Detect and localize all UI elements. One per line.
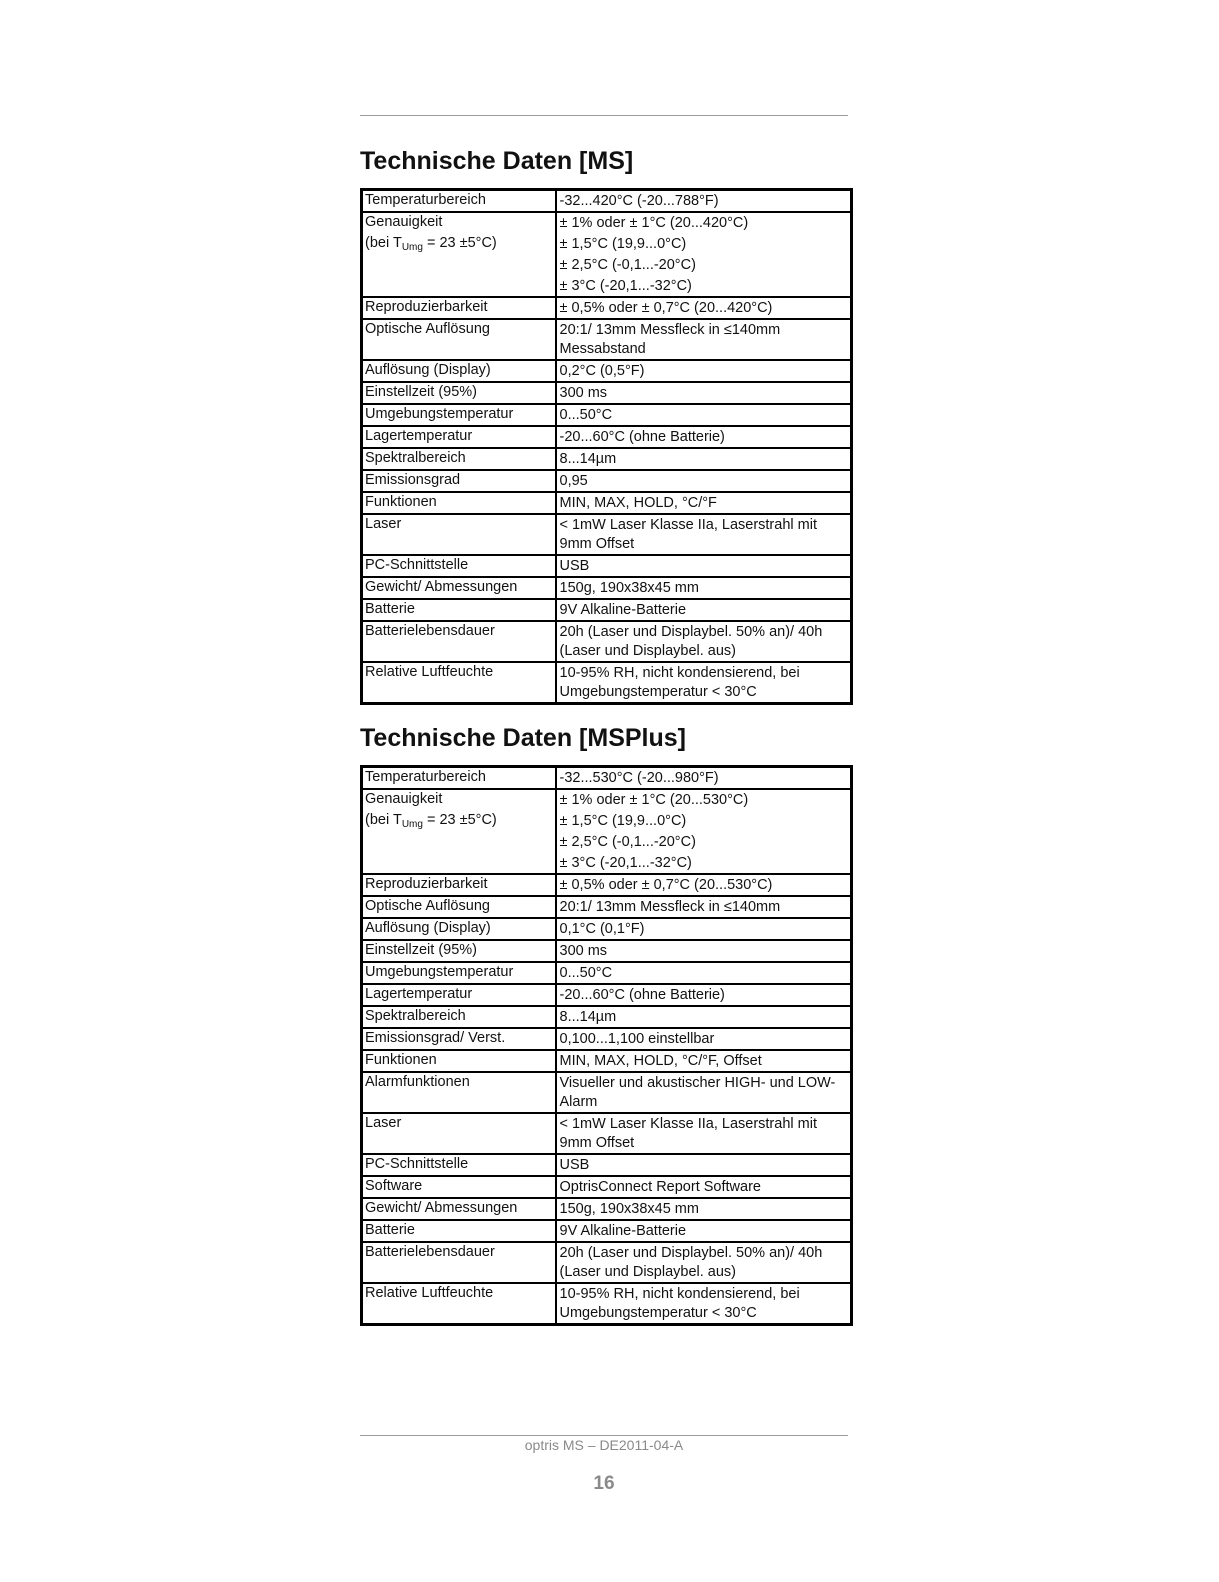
spec-label: Software xyxy=(365,1178,423,1194)
spec-value: -20...60°C (ohne Batterie) xyxy=(559,987,725,1003)
spec-value: 300 ms xyxy=(559,943,608,959)
spec-value: ± 2,5°C (-0,1...-20°C) xyxy=(559,834,696,850)
spec-value-cell xyxy=(556,1028,852,1050)
spec-label: Lagertemperatur xyxy=(365,986,473,1002)
table-row xyxy=(362,896,852,918)
spec-label: Umgebungstemperatur xyxy=(365,964,514,980)
condition-prefix: (bei T xyxy=(365,235,402,251)
spec-label-cell xyxy=(362,896,556,918)
spec-label-cell xyxy=(362,789,556,874)
spec-label: Spektralbereich xyxy=(365,450,466,466)
spec-label: Auflösung (Display) xyxy=(365,362,491,378)
spec-value-cell xyxy=(556,555,852,577)
spec-label-cell xyxy=(362,470,556,492)
spec-label: Emissionsgrad/ Verst. xyxy=(365,1030,506,1046)
spec-label: Laser xyxy=(365,516,402,532)
spec-label-cell xyxy=(362,426,556,448)
spec-label-cell xyxy=(362,767,556,790)
spec-value-cell xyxy=(556,896,852,918)
spec-value: MIN, MAX, HOLD, °C/°F, Offset xyxy=(559,1053,762,1069)
spec-value: 0,95 xyxy=(559,473,588,489)
table-row xyxy=(362,1220,852,1242)
spec-value: ± 1% oder ± 1°C (20...530°C) xyxy=(559,792,749,808)
table-row xyxy=(362,360,852,382)
spec-value: ± 3°C (-20,1...-32°C) xyxy=(559,855,692,871)
spec-label-cell xyxy=(362,1072,556,1113)
spec-table-ms xyxy=(360,188,853,705)
spec-label: Funktionen xyxy=(365,494,437,510)
spec-value-cell xyxy=(556,789,852,874)
spec-value-cell xyxy=(556,514,852,555)
table-row xyxy=(362,404,852,426)
spec-label-cell xyxy=(362,1028,556,1050)
spec-value: OptrisConnect Report Software xyxy=(559,1179,761,1195)
spec-table-body xyxy=(362,767,852,1325)
table-row xyxy=(362,492,852,514)
spec-label-cell xyxy=(362,984,556,1006)
spec-value: ± 1,5°C (19,9...0°C) xyxy=(559,236,687,252)
table-row xyxy=(362,662,852,704)
spec-label-condition xyxy=(365,234,552,253)
spec-label-cell xyxy=(362,514,556,555)
spec-label-cell xyxy=(362,360,556,382)
table-row xyxy=(362,555,852,577)
spec-label-cell xyxy=(362,190,556,213)
spec-value: 150g, 190x38x45 mm xyxy=(559,1201,699,1217)
spec-label: Relative Luftfeuchte xyxy=(365,664,494,680)
spec-value: 20:1/ 13mm Messfleck in ≤140mm xyxy=(559,899,781,915)
condition-subscript: Umg xyxy=(401,819,423,830)
spec-label: Einstellzeit (95%) xyxy=(365,384,478,400)
spec-label: Lagertemperatur xyxy=(365,428,473,444)
spec-label-cell xyxy=(362,577,556,599)
spec-value-cell xyxy=(556,297,852,319)
section-title-ms: Technische Daten [MS] xyxy=(360,147,634,175)
spec-label-cell xyxy=(362,382,556,404)
spec-label-cell xyxy=(362,1113,556,1154)
spec-label: Batterielebensdauer xyxy=(365,1244,495,1260)
spec-value-cell xyxy=(556,767,852,790)
spec-value-cell xyxy=(556,1072,852,1113)
spec-value-cell xyxy=(556,1176,852,1198)
spec-label-cell xyxy=(362,1242,556,1283)
spec-value: 10-95% RH, nicht kondensierend, bei Umgebungstemperatur < 30°C xyxy=(559,1286,800,1321)
spec-value: Visueller und akustischer HIGH- und LOW-Alarm xyxy=(559,1075,836,1110)
spec-label-cell xyxy=(362,918,556,940)
spec-value-cell xyxy=(556,319,852,360)
spec-value-cell xyxy=(556,1283,852,1325)
table-row xyxy=(362,514,852,555)
table-row xyxy=(362,297,852,319)
spec-label: Spektralbereich xyxy=(365,1008,466,1024)
table-row xyxy=(362,1113,852,1154)
spec-table-msplus xyxy=(360,765,853,1326)
spec-label: Reproduzierbarkeit xyxy=(365,299,488,315)
table-row xyxy=(362,599,852,621)
spec-value-cell xyxy=(556,426,852,448)
table-row xyxy=(362,1006,852,1028)
footer-document-id: optris MS – DE2011-04-A xyxy=(524,1437,684,1453)
spec-label-cell xyxy=(362,1050,556,1072)
spec-value: 0...50°C xyxy=(559,407,613,423)
spec-value: ± 0,5% oder ± 0,7°C (20...420°C) xyxy=(559,300,773,316)
spec-value: 300 ms xyxy=(559,385,608,401)
spec-label-cell xyxy=(362,1176,556,1198)
table-row xyxy=(362,1050,852,1072)
spec-value-cell xyxy=(556,1154,852,1176)
spec-value: 20:1/ 13mm Messfleck in ≤140mm Messabstand xyxy=(559,322,781,357)
spec-label: Relative Luftfeuchte xyxy=(365,1285,494,1301)
table-row xyxy=(362,918,852,940)
spec-label: Genauigkeit xyxy=(365,791,443,807)
condition-subscript: Umg xyxy=(401,242,423,253)
table-row xyxy=(362,962,852,984)
spec-label: Alarmfunktionen xyxy=(365,1074,470,1090)
spec-value-cell xyxy=(556,470,852,492)
spec-value: 9V Alkaline-Batterie xyxy=(559,602,687,618)
spec-value-cell xyxy=(556,940,852,962)
table-row xyxy=(362,621,852,662)
spec-label: Optische Auflösung xyxy=(365,898,490,914)
table-row xyxy=(362,984,852,1006)
spec-value: USB xyxy=(559,558,590,574)
spec-label-cell xyxy=(362,1154,556,1176)
page-number: 16 xyxy=(593,1473,615,1494)
spec-value-cell xyxy=(556,382,852,404)
spec-label: Batterie xyxy=(365,601,415,617)
table-row xyxy=(362,1242,852,1283)
spec-value-cell xyxy=(556,662,852,704)
spec-label-cell xyxy=(362,962,556,984)
condition-suffix: = 23 ±5°C) xyxy=(422,812,497,828)
table-row xyxy=(362,190,852,213)
spec-label-cell xyxy=(362,874,556,896)
table-row xyxy=(362,426,852,448)
spec-value: 0,1°C (0,1°F) xyxy=(559,921,645,937)
spec-label-cell xyxy=(362,1283,556,1325)
table-row xyxy=(362,319,852,360)
spec-value: -20...60°C (ohne Batterie) xyxy=(559,429,725,445)
table-row xyxy=(362,789,852,874)
table-row xyxy=(362,577,852,599)
spec-label-cell xyxy=(362,319,556,360)
spec-label-cell xyxy=(362,662,556,704)
spec-label-cell xyxy=(362,492,556,514)
spec-value: ± 3°C (-20,1...-32°C) xyxy=(559,278,692,294)
spec-label: Emissionsgrad xyxy=(365,472,461,488)
spec-value-cell xyxy=(556,1242,852,1283)
spec-label: Temperaturbereich xyxy=(365,192,486,208)
spec-label-cell xyxy=(362,1220,556,1242)
spec-label: Gewicht/ Abmessungen xyxy=(365,579,518,595)
spec-value-cell xyxy=(556,404,852,426)
spec-value-cell xyxy=(556,1220,852,1242)
spec-label: Einstellzeit (95%) xyxy=(365,942,478,958)
spec-label: Batterie xyxy=(365,1222,415,1238)
spec-label-cell xyxy=(362,621,556,662)
spec-value: 0,100...1,100 einstellbar xyxy=(559,1031,715,1047)
spec-label: PC-Schnittstelle xyxy=(365,557,469,573)
spec-value: ± 1,5°C (19,9...0°C) xyxy=(559,813,687,829)
spec-value: ± 2,5°C (-0,1...-20°C) xyxy=(559,257,696,273)
spec-label-cell xyxy=(362,555,556,577)
spec-value-cell xyxy=(556,984,852,1006)
spec-value-cell xyxy=(556,1198,852,1220)
table-row xyxy=(362,212,852,297)
spec-value: 0,2°C (0,5°F) xyxy=(559,363,645,379)
spec-value-cell xyxy=(556,874,852,896)
spec-value: 8...14µm xyxy=(559,1009,617,1025)
spec-value-cell xyxy=(556,1006,852,1028)
section-title-msplus: Technische Daten [MSPlus] xyxy=(360,724,686,752)
spec-value: 0...50°C xyxy=(559,965,613,981)
spec-label-cell xyxy=(362,1198,556,1220)
spec-value-cell xyxy=(556,962,852,984)
spec-label-cell xyxy=(362,297,556,319)
spec-label-cell xyxy=(362,212,556,297)
spec-value: -32...420°C (-20...788°F) xyxy=(559,193,719,209)
spec-label: Laser xyxy=(365,1115,402,1131)
spec-value-cell xyxy=(556,599,852,621)
spec-value: 9V Alkaline-Batterie xyxy=(559,1223,687,1239)
spec-label: Gewicht/ Abmessungen xyxy=(365,1200,518,1216)
spec-value: ± 0,5% oder ± 0,7°C (20...530°C) xyxy=(559,877,773,893)
spec-table-body xyxy=(362,190,852,704)
table-row xyxy=(362,874,852,896)
spec-value: < 1mW Laser Klasse IIa, Laserstrahl mit 9mm Offset xyxy=(559,517,817,552)
spec-label: Auflösung (Display) xyxy=(365,920,491,936)
condition-suffix: = 23 ±5°C) xyxy=(422,235,497,251)
spec-label-cell xyxy=(362,940,556,962)
spec-value: -32...530°C (-20...980°F) xyxy=(559,770,719,786)
spec-value-cell xyxy=(556,492,852,514)
spec-value: 8...14µm xyxy=(559,451,617,467)
spec-label: Batterielebensdauer xyxy=(365,623,495,639)
spec-value-cell xyxy=(556,918,852,940)
table-row xyxy=(362,448,852,470)
table-row xyxy=(362,1028,852,1050)
table-row xyxy=(362,1198,852,1220)
spec-value-cell xyxy=(556,360,852,382)
table-row xyxy=(362,470,852,492)
spec-label-cell xyxy=(362,404,556,426)
spec-label-cell xyxy=(362,448,556,470)
spec-label: Temperaturbereich xyxy=(365,769,486,785)
footer-rule xyxy=(360,1435,848,1436)
table-row xyxy=(362,767,852,790)
spec-value-cell xyxy=(556,448,852,470)
spec-label-condition xyxy=(365,811,552,830)
spec-label: Reproduzierbarkeit xyxy=(365,876,488,892)
spec-label: Umgebungstemperatur xyxy=(365,406,514,422)
spec-label-cell xyxy=(362,599,556,621)
spec-label-cell xyxy=(362,1006,556,1028)
table-row xyxy=(362,1283,852,1325)
spec-value: ± 1% oder ± 1°C (20...420°C) xyxy=(559,215,749,231)
spec-value: 10-95% RH, nicht kondensierend, bei Umgebungstemperatur < 30°C xyxy=(559,665,800,700)
table-row xyxy=(362,382,852,404)
table-row xyxy=(362,1072,852,1113)
spec-value-cell xyxy=(556,1113,852,1154)
spec-value-cell xyxy=(556,577,852,599)
spec-value: 20h (Laser und Displaybel. 50% an)/ 40h (Laser und Displaybel. aus) xyxy=(559,1245,823,1280)
spec-value-cell xyxy=(556,190,852,213)
header-rule xyxy=(360,115,848,116)
spec-value: < 1mW Laser Klasse IIa, Laserstrahl mit 9mm Offset xyxy=(559,1116,817,1151)
spec-value: MIN, MAX, HOLD, °C/°F xyxy=(559,495,717,511)
spec-label: PC-Schnittstelle xyxy=(365,1156,469,1172)
spec-value: 150g, 190x38x45 mm xyxy=(559,580,699,596)
spec-value-cell xyxy=(556,621,852,662)
spec-label: Optische Auflösung xyxy=(365,321,490,337)
condition-prefix: (bei T xyxy=(365,812,402,828)
spec-value-cell xyxy=(556,212,852,297)
spec-value-cell xyxy=(556,1050,852,1072)
table-row xyxy=(362,940,852,962)
table-row xyxy=(362,1154,852,1176)
spec-value: 20h (Laser und Displaybel. 50% an)/ 40h (Laser und Displaybel. aus) xyxy=(559,624,823,659)
spec-value: USB xyxy=(559,1157,590,1173)
spec-label: Genauigkeit xyxy=(365,214,443,230)
spec-label: Funktionen xyxy=(365,1052,437,1068)
table-row xyxy=(362,1176,852,1198)
